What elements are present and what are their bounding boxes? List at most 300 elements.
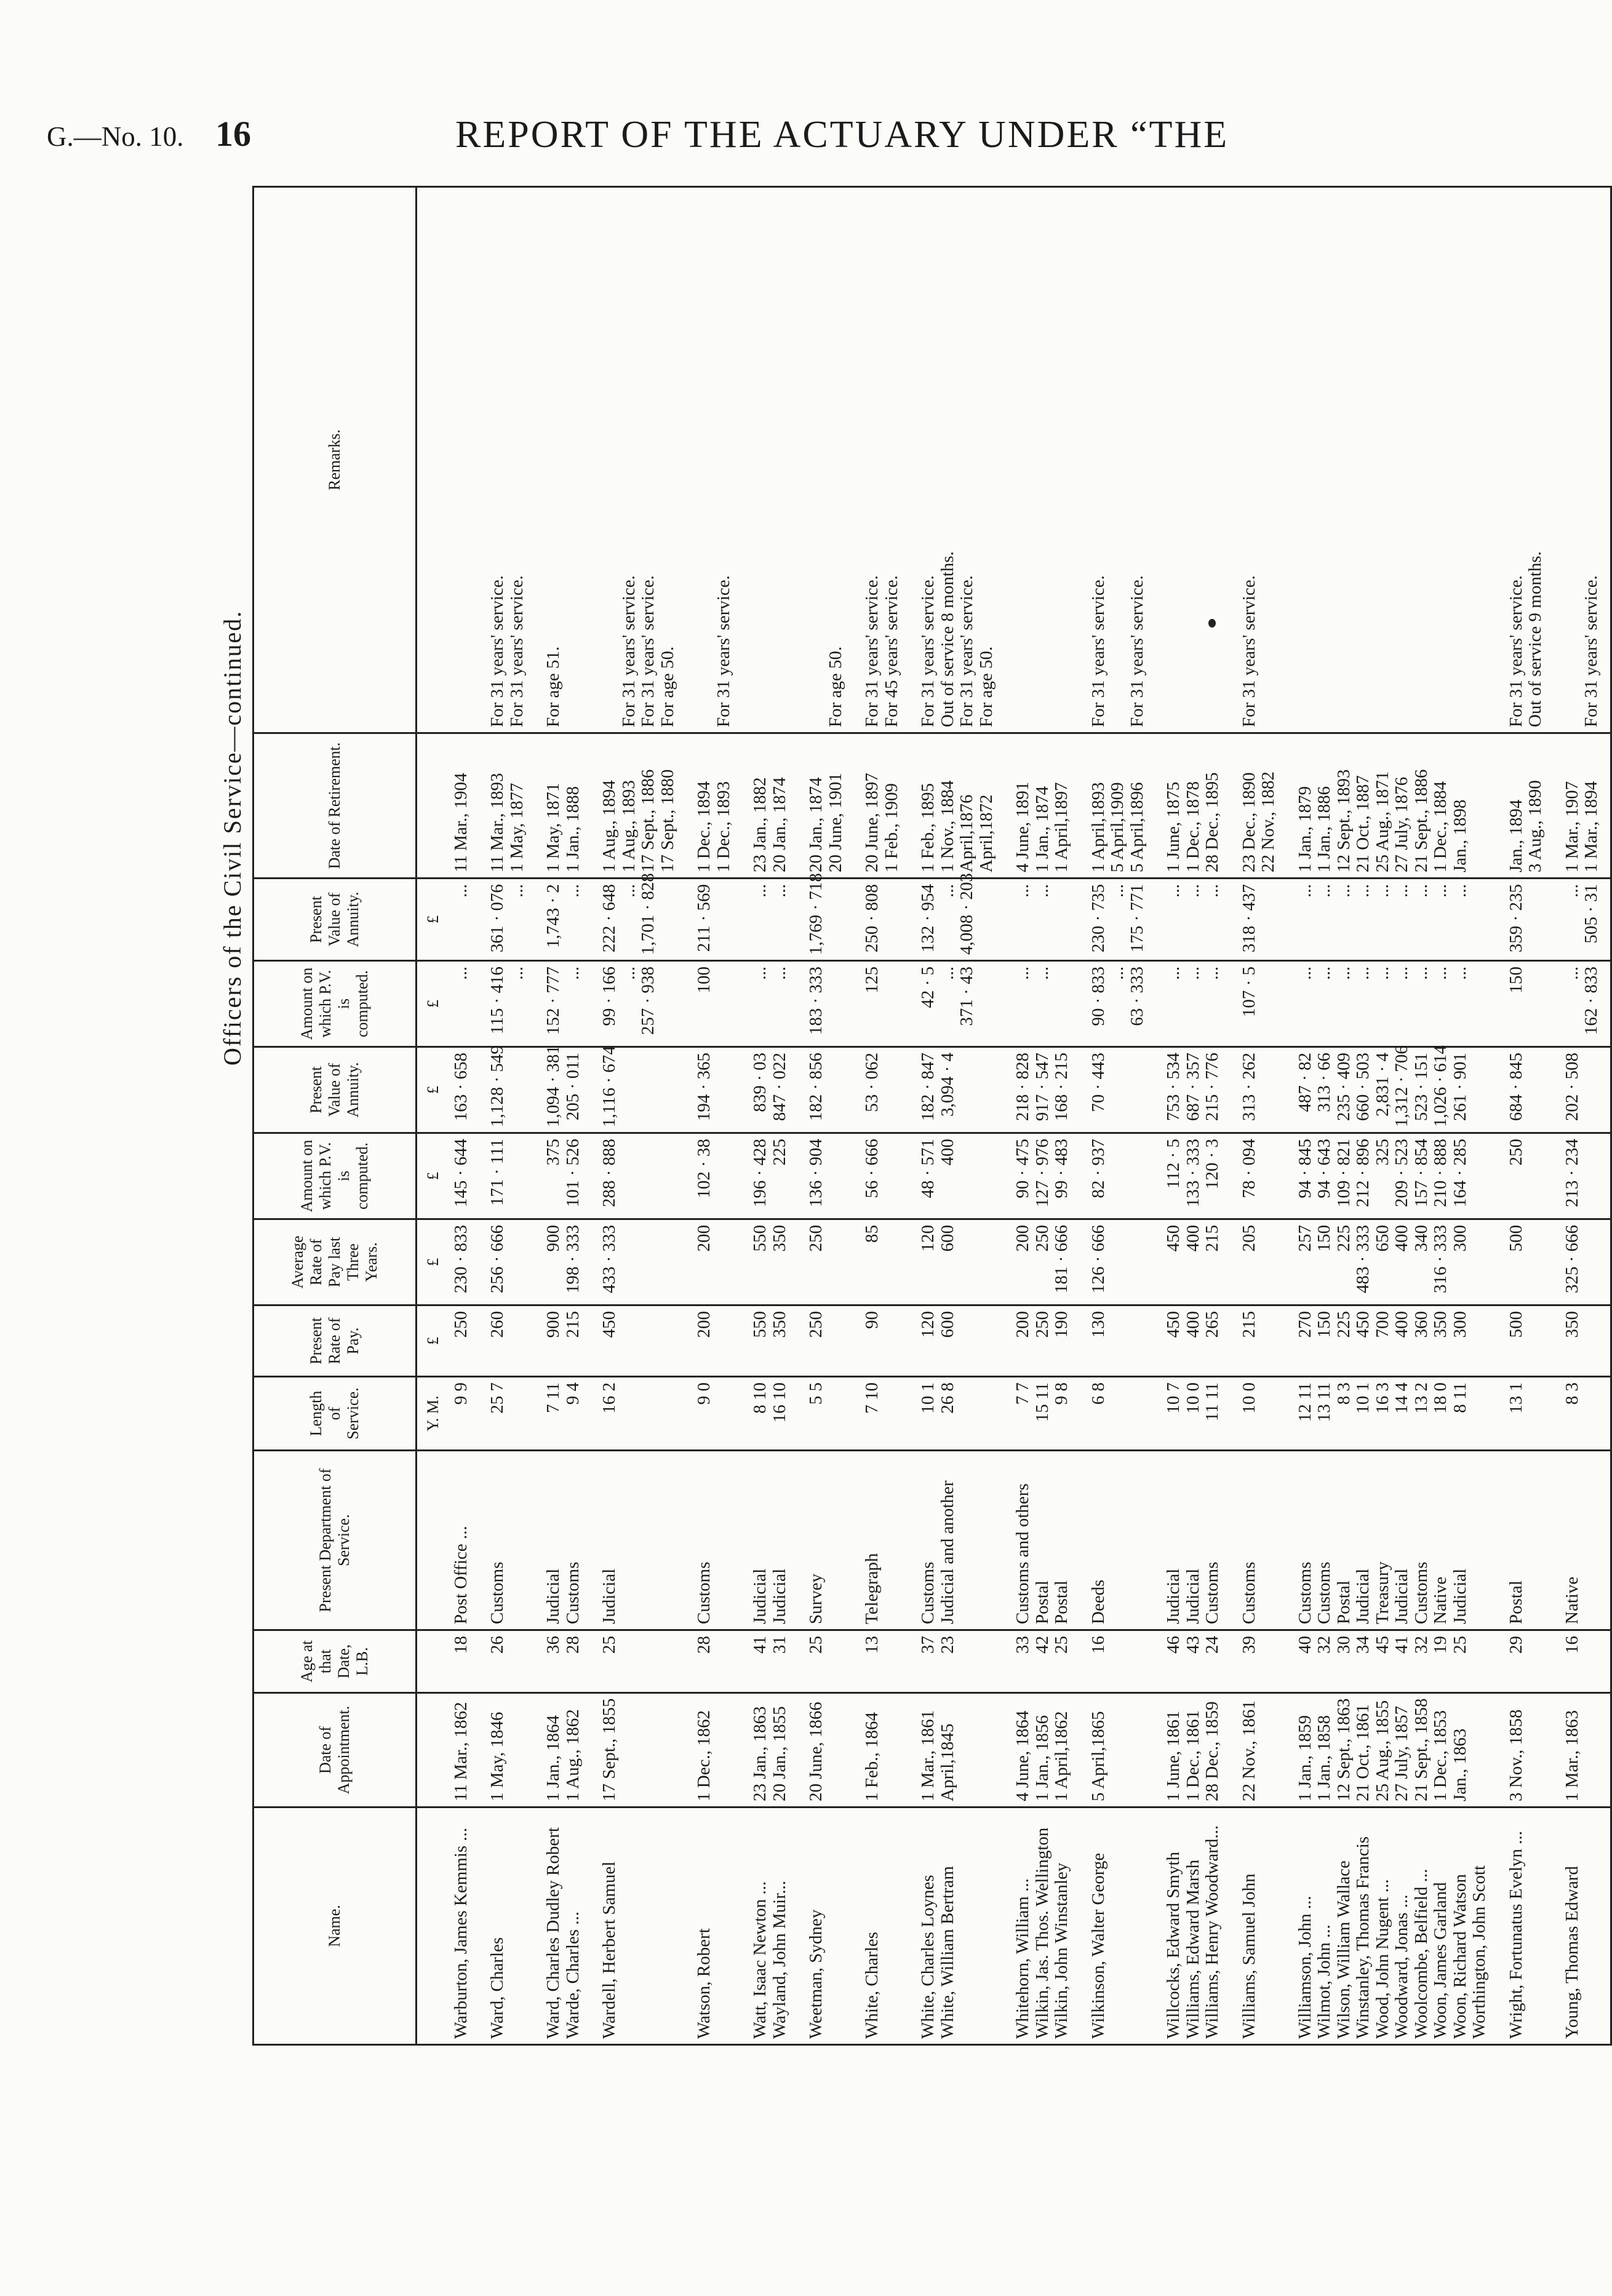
cell-line: 360 [1411, 1311, 1431, 1338]
cell-dept [798, 1451, 854, 1630]
cell-line: 63 · 333 [1127, 967, 1147, 1026]
cell-line: 210 · 888 [1430, 1139, 1450, 1208]
cell-line: 164 · 285 [1450, 1139, 1470, 1208]
cell-avg [1287, 1219, 1498, 1305]
cell-amount1 [443, 1133, 480, 1219]
cell-line [1335, 193, 1354, 727]
cell-line: 150 [1314, 1225, 1334, 1252]
cell-line [1470, 884, 1490, 955]
cell-line: Native [1562, 1576, 1582, 1624]
cell-line: ... [450, 884, 471, 898]
cell-line: 230 · 833 [450, 1225, 471, 1294]
cell-dept [1080, 1451, 1156, 1630]
cell-line: 9 0 [694, 1382, 714, 1405]
cell-age [798, 1630, 854, 1693]
cell-name [535, 1808, 591, 2045]
document-code: G.—No. 10. [47, 121, 184, 152]
cell-amount1 [1554, 1133, 1611, 1219]
column-header-remarks: Remarks. [253, 187, 417, 733]
cell-line: 190 [1051, 1311, 1071, 1338]
cell-line: 15 11 [1032, 1382, 1052, 1422]
cell-line: 225 [1333, 1225, 1354, 1252]
cell-line: ... [506, 884, 527, 898]
cell-line: 375 [543, 1139, 563, 1166]
cell-amount2 [1231, 961, 1287, 1047]
cell-line [1470, 1311, 1490, 1371]
cell-line: 25 [1051, 1636, 1071, 1654]
cell-line: 1 Dec., 1853 [1430, 1710, 1450, 1801]
cell-avg [686, 1219, 742, 1305]
cell-line: 194 · 365 [694, 1053, 714, 1122]
cell-line: 313 · 66 [1314, 1053, 1334, 1112]
cell-name [443, 1808, 480, 2045]
cell-line: 650 [1372, 1225, 1392, 1252]
cell-line: 212 · 896 [1353, 1139, 1373, 1208]
cell-line: 288 · 888 [599, 1139, 619, 1208]
cell-line: 10 7 [1163, 1382, 1183, 1414]
cell-retired [1080, 733, 1156, 879]
cell-line: Out of service 9 months. [1525, 551, 1545, 727]
cell-age [1005, 1630, 1080, 1693]
cell-line: 200 [1013, 1225, 1032, 1252]
cell-line: 25 7 [487, 1382, 507, 1414]
cell-line: 17 Sept., 1886 [638, 769, 658, 872]
cell-retired [1287, 733, 1498, 879]
cell-line: Woolcombe, Belfield ... [1411, 1868, 1431, 2039]
cell-line: 1 May, 1877 [506, 783, 527, 872]
cell-name [910, 1808, 1005, 2045]
cell-line: Williams, Samuel John [1239, 1873, 1259, 2039]
cell-pay [1005, 1305, 1080, 1377]
cell-line: 900 [543, 1311, 563, 1338]
cell-line: 325 [1372, 1139, 1392, 1166]
cell-line: For 31 years' service. [506, 575, 527, 727]
cell-avg [1005, 1219, 1080, 1305]
cell-pay [1554, 1305, 1611, 1377]
cell-line: Judicial [1353, 1568, 1373, 1624]
cell-line: 235 · 409 [1333, 1053, 1354, 1122]
cell-line: 433 · 333 [599, 1225, 619, 1294]
cell-line: 361 · 076 [487, 884, 507, 953]
cell-line: 1 May, 1871 [543, 783, 563, 872]
cell-line: Judicial [599, 1568, 619, 1624]
cell-pay [1080, 1305, 1156, 1377]
cell-line [1164, 193, 1184, 727]
cell-line: 600 [937, 1311, 957, 1338]
cell-line: Native [1430, 1576, 1450, 1624]
unit-length: Y. M. [417, 1377, 443, 1451]
cell-line: 115 · 416 [487, 967, 507, 1035]
cell-line: 215 · 776 [1202, 1053, 1222, 1122]
cell-line: 13 [862, 1636, 882, 1654]
table-row [1287, 187, 1498, 2045]
cell-line: 21 Oct., 1887 [1353, 775, 1373, 872]
cell-amount2 [742, 961, 798, 1047]
cell-avg [1498, 1219, 1554, 1305]
cell-line: Williamson, John ... [1295, 1895, 1315, 2039]
cell-line: 20 June, 1901 [825, 773, 845, 872]
cell-line: For age 50. [657, 646, 677, 727]
cell-line [1412, 193, 1432, 727]
column-header-pv1: Present Value of Annuity. [253, 1047, 417, 1133]
cell-line: 1 Mar., 1861 [918, 1710, 938, 1801]
cell-line: 43 [1183, 1636, 1203, 1654]
cell-line: 29 [1506, 1636, 1526, 1654]
cell-line: 1 Dec., 1894 [694, 781, 714, 872]
cell-line: Young, Thomas Edward [1562, 1866, 1582, 2039]
cell-amount1 [1287, 1133, 1498, 1219]
cell-amount1 [479, 1133, 535, 1219]
cell-dept [591, 1451, 686, 1630]
cell-line: 8 11 [1450, 1382, 1470, 1413]
cell-line: 1 Dec., 1862 [694, 1710, 714, 1801]
cell-line: Customs [1411, 1561, 1431, 1624]
cell-line: 1,116 · 674 [599, 1046, 619, 1127]
unit-appointed [417, 1693, 443, 1808]
cell-line [1563, 193, 1582, 727]
cell-length [479, 1377, 535, 1451]
cell-line: 42 · 5 [918, 967, 938, 1008]
cell-line: ... [1333, 884, 1354, 898]
cell-pv1 [910, 1047, 1005, 1133]
cell-line: 202 · 508 [1562, 1053, 1582, 1122]
table-row [443, 187, 480, 2045]
cell-pv1 [1155, 1047, 1231, 1133]
cell-line: 85 [862, 1225, 882, 1243]
cell-avg [1155, 1219, 1231, 1305]
cell-line: ... [562, 967, 583, 980]
cell-line: 8 10 [750, 1382, 770, 1414]
cell-line: ... [1013, 967, 1032, 980]
cell-retired [798, 733, 854, 879]
cell-line: 225 [769, 1139, 789, 1166]
cell-line: 152 · 777 [543, 967, 563, 1035]
cell-line: 1 April,1862 [1051, 1711, 1071, 1801]
cell-amount1 [1231, 1133, 1287, 1219]
cell-appointed [686, 1693, 742, 1808]
cell-pv1 [854, 1047, 910, 1133]
cell-pay [1231, 1305, 1287, 1377]
cell-line: 1 Nov., 1884 [937, 780, 957, 872]
cell-line: For 31 years' service. [1239, 575, 1259, 727]
cell-line: For 31 years' service. [713, 575, 733, 727]
cell-dept [854, 1451, 910, 1630]
unit-row [417, 187, 443, 2045]
cell-length [910, 1377, 1005, 1451]
cell-line: 500 [1506, 1311, 1526, 1338]
cell-name [1080, 1808, 1156, 2045]
cell-dept [686, 1451, 742, 1630]
cell-pv1 [1287, 1047, 1498, 1133]
unit-remarks [417, 187, 443, 733]
cell-pay [535, 1305, 591, 1377]
cell-age [1287, 1630, 1498, 1693]
cell-line [1033, 193, 1053, 727]
cell-line: 250 [450, 1311, 471, 1338]
cell-line: 250 [1032, 1225, 1052, 1252]
cell-line: 1 April,1897 [1051, 782, 1071, 872]
cell-amount2 [686, 961, 742, 1047]
cell-remarks [535, 187, 591, 733]
cell-line: 250 · 808 [862, 884, 882, 953]
cell-line: 684 · 845 [1506, 1053, 1526, 1122]
cell-line: 21 Oct., 1861 [1353, 1704, 1373, 1801]
cell-line: 157 · 854 [1411, 1139, 1431, 1208]
cell-dept [535, 1451, 591, 1630]
cell-line: 9 9 [450, 1382, 471, 1405]
cell-remarks [1155, 187, 1231, 733]
cell-age [1231, 1630, 1287, 1693]
cell-line [600, 193, 620, 727]
cell-amount2 [1005, 961, 1080, 1047]
cell-line: 450 [1353, 1311, 1373, 1338]
cell-line: Customs [1295, 1561, 1315, 1624]
cell-line: 1 Mar., 1894 [1581, 781, 1601, 872]
cell-line: ... [1430, 967, 1450, 980]
cell-line: 25 [599, 1636, 619, 1654]
cell-line: Wilkin, Jas. Thos. Wellington [1032, 1827, 1052, 2039]
cell-line: Warburton, James Kemmis ... [450, 1827, 471, 2039]
page-header [0, 110, 1467, 165]
cell-line: Jan., 1863 [1450, 1728, 1470, 1801]
cell-line: 11 Mar., 1904 [450, 773, 471, 872]
cell-length [1287, 1377, 1498, 1451]
cell-line [1203, 193, 1223, 727]
cell-line: 19 [1430, 1636, 1450, 1654]
cell-line: 5 April,1909 [1107, 782, 1127, 872]
cell-line: 350 [1562, 1311, 1582, 1338]
cell-line: 82 · 937 [1088, 1139, 1108, 1198]
cell-line: 550 [750, 1311, 770, 1338]
cell-line: Telegraph [862, 1553, 882, 1624]
section-caption: Officers of the Civil Service—continued. [218, 610, 246, 1066]
cell-line: 171 · 111 [487, 1139, 507, 1206]
cell-retired [1155, 733, 1231, 879]
cell-line: 839 · 03 [750, 1053, 770, 1112]
cell-line: 1,701 · 828 [638, 873, 658, 955]
cell-pay [742, 1305, 798, 1377]
cell-line: 9 4 [562, 1382, 583, 1405]
cell-name [686, 1808, 742, 2045]
cell-line: 8 3 [1562, 1382, 1582, 1405]
cell-dept [910, 1451, 1005, 1630]
cell-line: White, Charles Loynes [918, 1875, 938, 2039]
cell-line [1470, 1139, 1490, 1213]
cell-line: ... [750, 967, 770, 980]
cell-pv1 [1231, 1047, 1287, 1133]
cell-line: 1 June, 1861 [1163, 1710, 1183, 1801]
cell-line: 45 [1372, 1636, 1392, 1654]
cell-line: 200 [694, 1311, 714, 1338]
cell-line: 16 [1088, 1636, 1108, 1654]
cell-line: 48 · 571 [918, 1139, 938, 1198]
cell-line: 26 8 [937, 1382, 957, 1414]
cell-line: ... [1353, 967, 1373, 980]
cell-line: ... [1183, 884, 1203, 898]
cell-retired [591, 733, 686, 879]
cell-line: For age 50. [976, 646, 996, 727]
cell-line: 28 [562, 1636, 583, 1654]
cell-length [1005, 1377, 1080, 1451]
cell-line: 300 [1450, 1311, 1470, 1338]
cell-avg [591, 1219, 686, 1305]
cell-dept [1287, 1451, 1498, 1630]
cell-line: ... [1562, 884, 1582, 898]
table-row [1498, 187, 1554, 2045]
cell-line: 1,769 · 718 [806, 873, 826, 955]
column-header-avg: Average Rate of Pay last Three Years. [253, 1219, 417, 1305]
cell-line: 20 Jan., 1855 [769, 1706, 789, 1801]
cell-name [1155, 1808, 1231, 2045]
column-header-amount1: Amount on which P.V. is computed. [253, 1133, 417, 1219]
cell-age [443, 1630, 480, 1693]
cell-line: Postal [1032, 1580, 1052, 1624]
cell-line: Williams, Edward Marsh [1183, 1859, 1203, 2039]
cell-amount1 [1155, 1133, 1231, 1219]
cell-remarks [1005, 187, 1080, 733]
cell-line: 500 [1506, 1225, 1526, 1252]
cell-line [1108, 193, 1128, 727]
running-title: REPORT OF THE ACTUARY UNDER “THE [455, 114, 1229, 156]
cell-line: 133 · 333 [1183, 1139, 1203, 1208]
cell-line: 325 · 666 [1562, 1225, 1582, 1294]
cell-line: For 31 years' service. [1127, 575, 1147, 727]
cell-line: White, William Bertram [937, 1866, 957, 2039]
cell-remarks [1554, 187, 1611, 733]
cell-line: 5 5 [806, 1382, 826, 1405]
cell-line: 5 April,1896 [1127, 782, 1147, 872]
cell-appointed [1498, 1693, 1554, 1808]
cell-line: ... [750, 884, 770, 898]
cell-line: ... [1372, 967, 1392, 980]
cell-line: 26 [487, 1636, 507, 1654]
cell-line: 198 · 333 [562, 1225, 583, 1294]
cell-pv2 [479, 879, 535, 961]
cell-line: ... [618, 884, 639, 898]
cell-line: For 31 years' service. [1581, 575, 1601, 727]
cell-dept [479, 1451, 535, 1630]
cell-line: 23 Jan., 1863 [750, 1706, 770, 1801]
cell-line: 505 · 31 [1581, 884, 1601, 944]
cell-line: 10 1 [1353, 1382, 1373, 1414]
cell-line: Customs [918, 1561, 938, 1624]
cell-line: ... [1107, 967, 1127, 980]
cell-line: 20 June, 1866 [806, 1702, 826, 1801]
cell-line: 18 0 [1430, 1382, 1450, 1414]
cell-line: For 31 years' service. [918, 575, 938, 727]
cell-appointed [1155, 1693, 1231, 1808]
cell-line: 25 Aug., 1855 [1372, 1700, 1392, 1801]
cell-pay [479, 1305, 535, 1377]
cell-amount2 [854, 961, 910, 1047]
cell-pay [1287, 1305, 1498, 1377]
cell-avg [479, 1219, 535, 1305]
unit-name [417, 1808, 443, 2045]
cell-line: For 31 years' service. [957, 575, 976, 727]
cell-pv1 [443, 1047, 480, 1133]
cell-line: 1,743 · 2 [543, 884, 563, 948]
cell-line: 3 Aug., 1890 [1525, 780, 1545, 872]
cell-line: Woon, Richard Watson [1450, 1874, 1470, 2039]
cell-retired [910, 733, 1005, 879]
cell-dept [443, 1451, 480, 1630]
table-row [1155, 187, 1231, 2045]
cell-retired [479, 733, 535, 879]
cell-line: Customs [694, 1561, 714, 1624]
cell-line: 13 2 [1411, 1382, 1431, 1414]
cell-line: ... [1392, 967, 1411, 980]
cell-line: 150 [1506, 967, 1526, 994]
table-row [535, 187, 591, 2045]
cell-length [1080, 1377, 1156, 1451]
cell-line: 1 June, 1875 [1163, 781, 1183, 872]
cell-pv2 [1080, 879, 1156, 961]
cell-pv2 [591, 873, 686, 961]
cell-line: 25 Aug., 1871 [1372, 771, 1392, 872]
cell-line: Customs and others [1013, 1483, 1032, 1624]
cell-line: 600 [937, 1225, 957, 1252]
cell-line: Customs [1239, 1561, 1259, 1624]
cell-line: Jan., 1898 [1450, 799, 1470, 872]
cell-avg [910, 1219, 1005, 1305]
cell-name [1287, 1808, 1498, 2045]
cell-line: 10 1 [918, 1382, 938, 1414]
cell-amount1 [591, 1133, 686, 1219]
cell-length [1554, 1377, 1611, 1451]
cell-pv1 [1554, 1047, 1611, 1133]
cell-line: 256 · 666 [487, 1225, 507, 1294]
column-header-appointed: Date of Appointment. [253, 1693, 417, 1808]
cell-line: 700 [1372, 1311, 1392, 1338]
cell-line: 1 Jan., 1888 [562, 786, 583, 872]
cell-line: 11 11 [1202, 1382, 1222, 1422]
cell-amount1 [1080, 1133, 1156, 1219]
table-row [1554, 187, 1611, 2045]
cell-line: 215 [1239, 1311, 1259, 1338]
cell-line: 483 · 333 [1353, 1225, 1373, 1294]
cell-line: ... [1032, 884, 1052, 898]
unit-amount2: £ [417, 961, 443, 1047]
cell-remarks [591, 187, 686, 733]
cell-amount2 [1080, 961, 1156, 1047]
cell-avg [742, 1219, 798, 1305]
cell-line: 1 Jan., 1864 [543, 1715, 563, 1801]
cell-line: 340 [1411, 1225, 1431, 1252]
unit-amount1: £ [417, 1133, 443, 1219]
cell-line: 4 June, 1864 [1013, 1710, 1032, 1801]
cell-line: Deeds [1088, 1579, 1108, 1624]
cell-line: 16 2 [599, 1382, 619, 1414]
cell-pv2 [1155, 879, 1231, 961]
cell-line: 523 · 151 [1411, 1053, 1431, 1122]
cell-line: 1 Feb., 1864 [862, 1712, 882, 1801]
cell-line: 3,094 · 4 [937, 1053, 957, 1117]
cell-dept [1005, 1451, 1080, 1630]
cell-retired [1554, 733, 1611, 879]
cell-line: 400 [937, 1139, 957, 1166]
cell-line: Woon, James Garland [1430, 1882, 1450, 2039]
cell-line: 46 [1163, 1636, 1183, 1654]
cell-line: ... [1314, 884, 1334, 898]
cell-line: 400 [1183, 1311, 1203, 1338]
unit-age [417, 1630, 443, 1693]
cell-line: ... [1392, 884, 1411, 898]
cell-name [1231, 1808, 1287, 2045]
cell-line: 257 [1295, 1225, 1315, 1252]
cell-amount1 [742, 1133, 798, 1219]
cell-appointed [1231, 1693, 1287, 1808]
cell-line: 215 [1202, 1225, 1222, 1252]
